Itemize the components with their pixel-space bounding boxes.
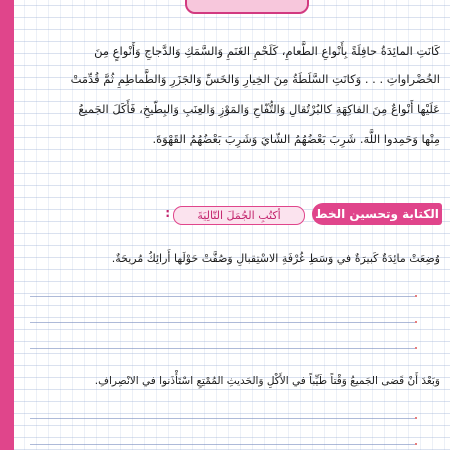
reading-line-4: مِنْها وَحَمِدوا اللَّهَ. شَرِبَ بَعْضُهُمُ الشّايَ وَشَرِبَ بَعْضُهُمُ القَهْوَةَ. [152, 132, 440, 146]
instruction-colon: : [165, 206, 170, 220]
section-title-banner: الكتابة وتحسين الخط [312, 203, 442, 225]
page-margin-bar [0, 0, 14, 450]
exercise-sentence-1: وُضِعَتْ مائِدَةٌ كَبيرَةٌ في وَسَطِ غُرْفَةِ الاسْتِقبالِ وَصُفَّتْ حَوْلَها أَرائِكُ مُريحَةٌ. [111, 252, 440, 265]
margin-dot [415, 321, 417, 323]
instruction-label: أكتُبِ الجُمَلَ التّالِيَةَ [173, 206, 305, 225]
writing-line[interactable] [30, 296, 415, 297]
margin-dot [415, 295, 417, 297]
writing-line[interactable] [30, 348, 415, 349]
exercise-sentence-2: وَبَعْدَ أَنْ قَضى الجَميعُ وَقْتاً طَيِّباً في الأَكْلِ وَالحَديثِ المُمْتِعِ اسْتَأْذَنوا في الانْصِرافِ. [94, 375, 440, 387]
reading-line-2: الخُضْراواتِ . . . وَكانَتِ السَّلَطَةُ مِنَ الخِيارِ وَالخَسِّ وَالجَزَرِ وَالطَّماطِمِ ثُمَّ قُدِّمَتْ [70, 72, 440, 86]
writing-line[interactable] [30, 444, 415, 445]
margin-dot [415, 417, 417, 419]
margin-dot [415, 443, 417, 445]
margin-dot [415, 347, 417, 349]
writing-line[interactable] [30, 418, 415, 419]
reading-line-1: كَانَتِ المائِدَةُ حافِلَةً بِأَنْواعِ الطَّعامِ، كَلَحْمِ الغَنَمِ وَالسَّمَكِ وَالدَّجاجِ وَأَنْواعٍ مِنَ [94, 44, 440, 58]
top-heading-tab [185, 0, 309, 14]
writing-line[interactable] [30, 322, 415, 323]
reading-line-3: عَلَيْها أَنْواعٌ مِنَ الفاكِهَةِ كالبُرْتُقالِ وَالتُّفّاحِ وَالمَوْزِ وَالعِنَبِ وَالبِطّيخِ، فَأَكَلَ الجَميعُ [78, 102, 440, 116]
